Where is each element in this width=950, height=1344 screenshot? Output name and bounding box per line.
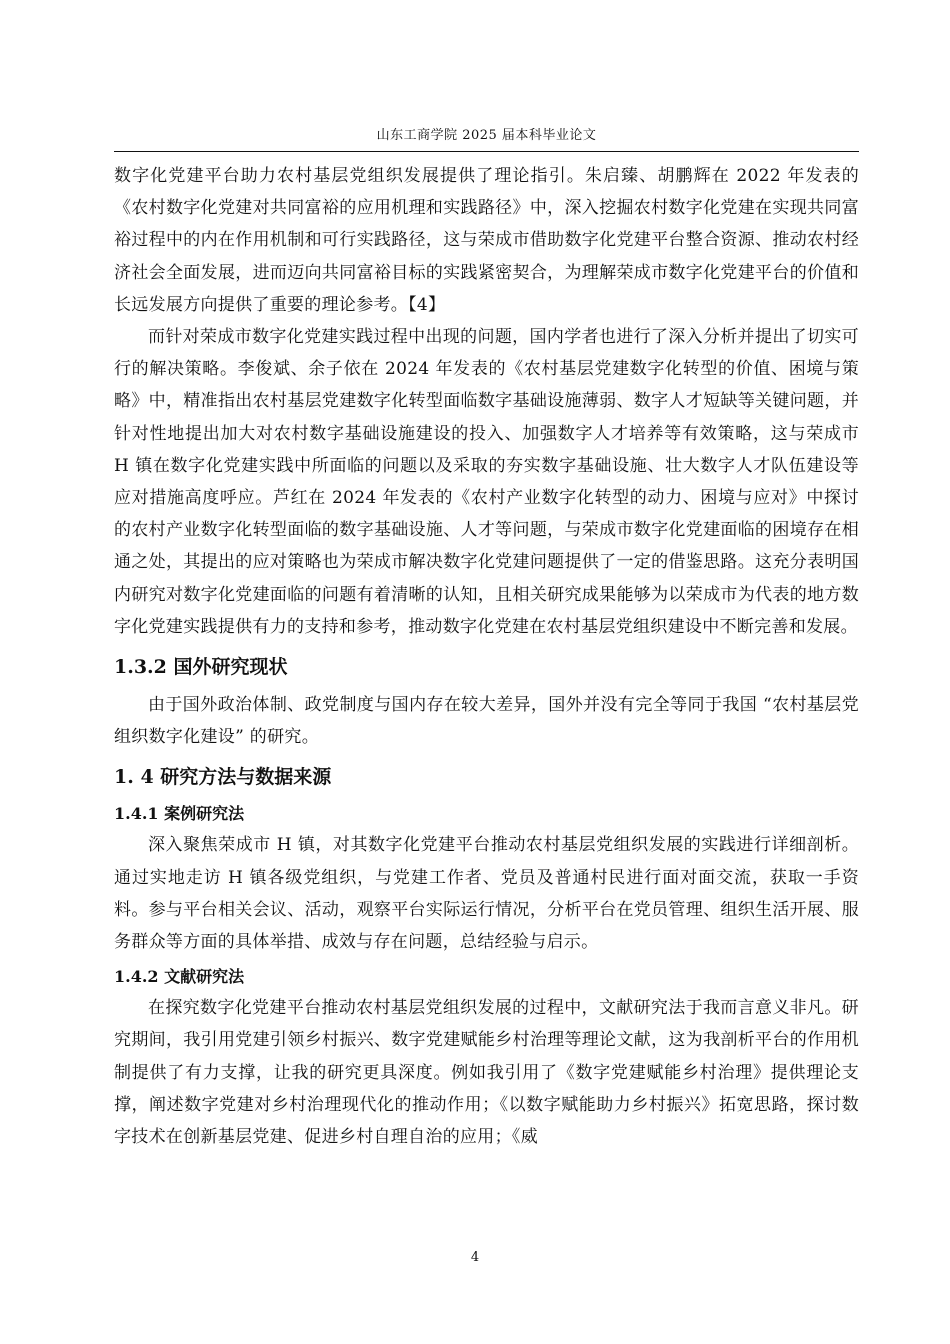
heading-1-3-2: 1.3.2 国外研究现状	[114, 656, 288, 679]
page-number: 4	[470, 1250, 480, 1265]
heading-1-4-1: 1.4.1 案例研究法	[114, 804, 245, 824]
heading-1-4: 1. 4 研究方法与数据来源	[114, 766, 332, 789]
paragraph-literature-review: 在探究数字化党建平台推动农村基层党组织发展的过程中，文献研究法于我而言意义非凡。研究期间，我引用党建引领乡村振兴、数字党建赋能乡村治理等理论文献，这为我剖析平台的作用机制提供了有力支撑，让我的研究更具深度。例如我引用了《数字党建赋能乡村治理》提供理论支撑，阐述数字党建对乡村治理现代化的推动作用；《以数字赋能助力乡村振兴》拓宽思路，探讨数字技术在创新基层党建、促进乡村自理自治的应用；《威	[114, 998, 859, 1148]
paragraph-continuation: 数字化党建平台助力农村基层党组织发展提供了理论指引。朱启臻、胡鹏辉在 2022 年发表的《农村数字化党建对共同富裕的应用机理和实践路径》中，深入挖掘农村数字化党建在实现共同富裕过程中的内在作用机制和可行实践路径，这与荣成市借助数字化党建平台整合资源、推动农村经济社会全面发展，进而迈向共同富裕目标的实践紧密契合，为理解荣成市数字化党建平台的价值和长远发展方向提供了重要的理论参考。【4】	[114, 166, 859, 315]
heading-1-4-2: 1.4.2 文献研究法	[114, 967, 245, 987]
header-rule	[114, 151, 859, 152]
paragraph-case-study: 深入聚焦荣成市 H 镇，对其数字化党建平台推动农村基层党组织发展的实践进行详细剖析。通过实地走访 H 镇各级党组织，与党建工作者、党员及普通村民进行面对面交流，获取一手资料。参与平台相关会议、活动，观察平台实际运行情况，分析平台在党员管理、组织生活开展、服务群众等方面的具体举措、成效与存在问题，总结经验与启示。	[114, 835, 859, 953]
body-content	[114, 160, 859, 1153]
running-header: 山东工商学院 2025 届本科毕业论文	[376, 128, 597, 143]
paragraph-foreign-research: 由于国外政治体制、政党制度与国内存在较大差异，国外并没有完全等同于我国 “农村基层党组织数字化建设” 的研究。	[114, 695, 859, 748]
paragraph-domestic-problems: 而针对荣成市数字化党建实践过程中出现的问题，国内学者也进行了深入分析并提出了切实可行的解决策略。李俊斌、余子依在 2024 年发表的《农村基层党建数字化转型的价值、困境与策略》中，精准指出农村基层党建数字化转型面临数字基础设施薄弱、数字人才短缺等关键问题，并针对性地提出加大对农村数字基础设施建设的投入、加强数字人才培养等有效策略，这与荣成市 H 镇在数字化党建实践中所面临的问题以及采取的夯实数字基础设施、壮大数字人才队伍建设等应对措施高度呼应。芦红在 2024 年发表的《农村产业数字化转型的动力、困境与应对》中探讨的农村产业数字化转型面临的数字基础设施、人才等问题，与荣成市数字化党建面临的困境存在相通之处，其提出的应对策略也为荣成市解决数字化党建问题提供了一定的借鉴思路。这充分表明国内研究对数字化党建面临的问题有着清晰的认知，且相关研究成果能够为以荣成市为代表的地方数字化党建实践提供有力的支持和参考，推动数字化党建在农村基层党组织建设中不断完善和发展。	[114, 327, 859, 637]
